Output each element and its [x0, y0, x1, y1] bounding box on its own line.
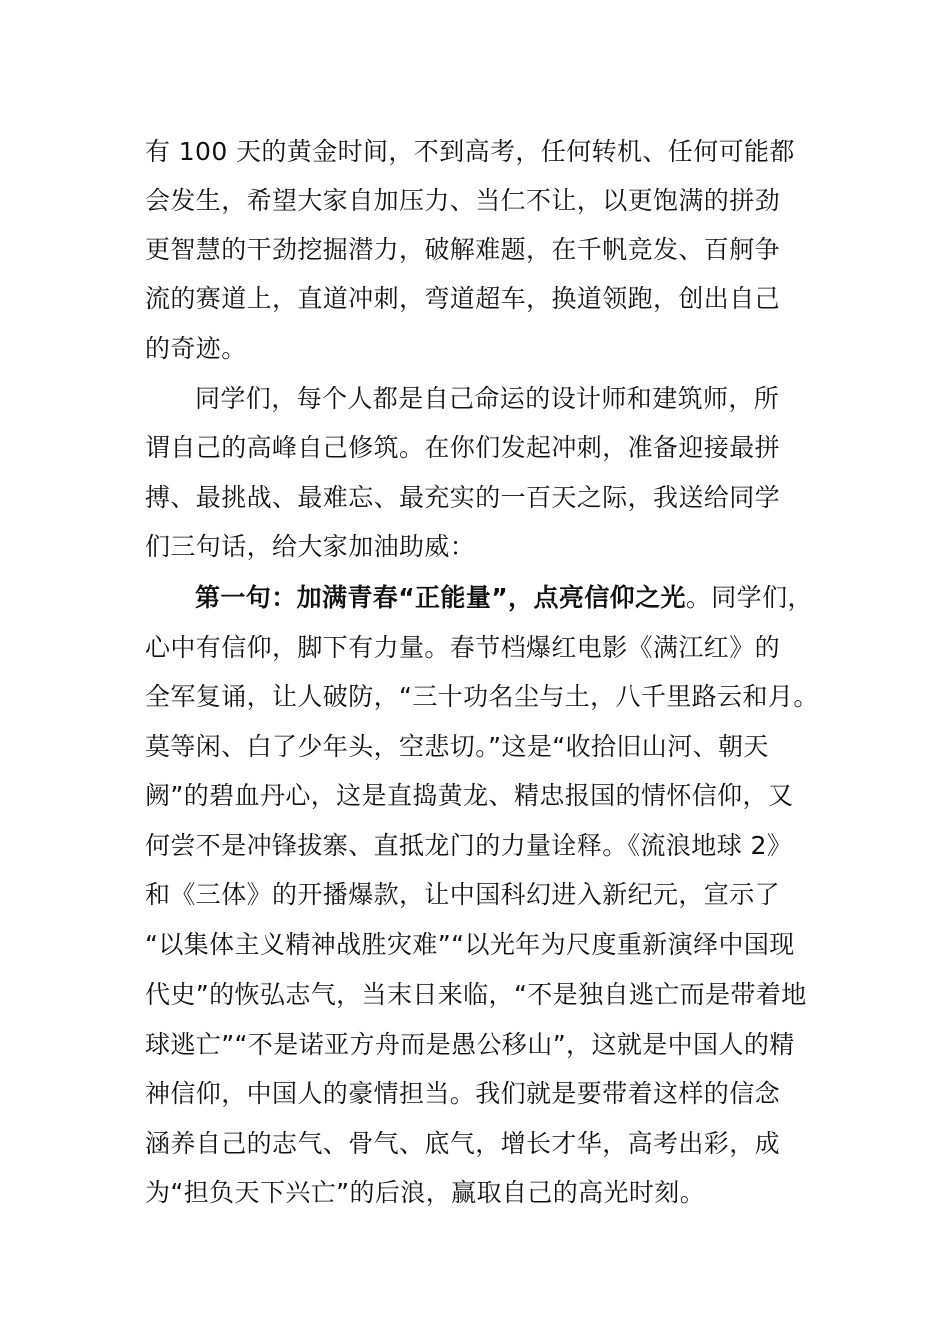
paragraph-line: 心中有信仰，脚下有力量。春节档爆红电影《满江红》的 [145, 633, 781, 662]
paragraph-line: 神信仰，中国人的豪情担当。我们就是要带着这样的信念 [145, 1079, 781, 1108]
section-heading-line [195, 583, 813, 613]
paragraph-line: 们三句话，给大家加油助威： [145, 532, 476, 561]
paragraph-line: 涵养自己的志气、骨气、底气，增长才华，高考出彩，成 [145, 1129, 781, 1158]
paragraph-line: 更智慧的干劲挖掘潜力，破解难题，在千帆竞发、百舸争 [145, 235, 781, 264]
paragraph-line: 同学们，每个人都是自己命运的设计师和建筑师，所 [195, 384, 780, 413]
section-heading: 第一句：加满青春“正能量”，点亮信仰之光 [195, 583, 686, 612]
heading-continuation: 。同学们， [685, 583, 813, 612]
paragraph-line: 流的赛道上，直道冲刺，弯道超车，换道领跑，创出自己 [145, 284, 781, 313]
paragraph-line: 代史”的恢弘志气，当末日来临，“不是独自逃亡而是带着地 [145, 980, 807, 1009]
paragraph-line: 搏、最挑战、最难忘、最充实的一百天之际，我送给同学 [145, 483, 781, 512]
paragraph-line: 球逃亡”“不是诺亚方舟而是愚公移山”，这就是中国人的精 [145, 1030, 795, 1059]
paragraph-line: 阙”的碧血丹心，这是直捣黄龙、精忠报国的情怀信仰，又 [145, 781, 794, 810]
paragraph-line: 的奇迹。 [145, 334, 247, 363]
paragraph-line: 何尝不是冲锋拔寨、直抵龙门的力量诠释。《流浪地球 2》 [145, 831, 793, 860]
paragraph-line: “以集体主义精神战胜灾难”“以光年为尺度重新演绎中国现 [145, 930, 795, 959]
paragraph-line: 全军复诵，让人破防，“三十功名尘与土，八千里路云和月。 [145, 682, 819, 711]
paragraph-line: 和《三体》的开播爆款，让中国科幻进入新纪元，宣示了 [145, 880, 781, 909]
paragraph-line: 为“担负天下兴亡”的后浪，赢取自己的高光时刻。 [145, 1178, 706, 1207]
paragraph-line: 会发生，希望大家自加压力、当仁不让，以更饱满的拼劲 [145, 186, 781, 215]
paragraph-line: 有 100 天的黄金时间，不到高考，任何转机、任何可能都 [145, 137, 795, 166]
paragraph-line: 谓自己的高峰自己修筑。在你们发起冲刺，准备迎接最拼 [145, 433, 781, 462]
paragraph-line: 莫等闲、白了少年头，空悲切。”这是“收拾旧山河、朝天 [145, 732, 769, 761]
